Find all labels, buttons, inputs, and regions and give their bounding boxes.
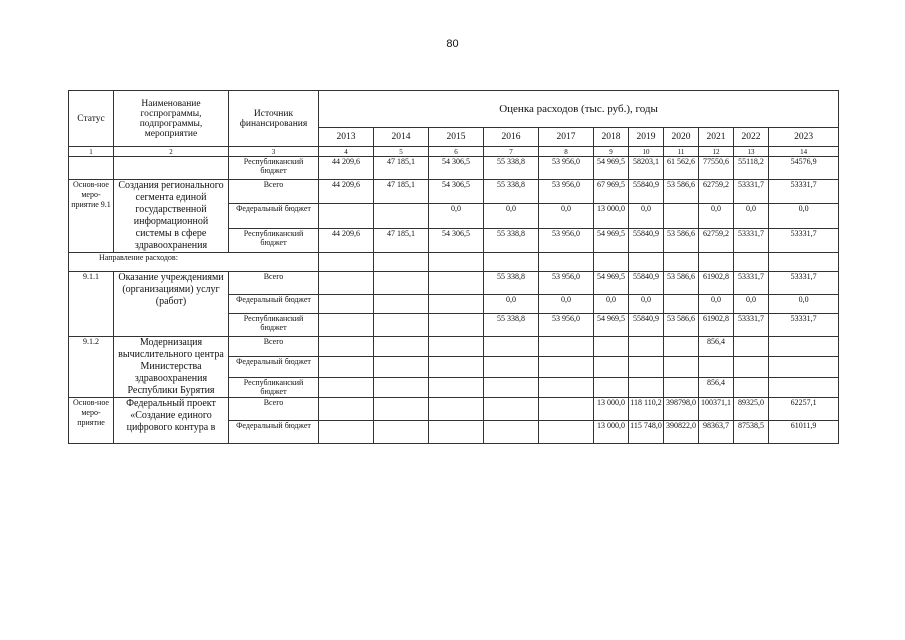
value-cell bbox=[699, 357, 734, 377]
column-number: 6 bbox=[429, 147, 484, 157]
value-cell: 53 586,6 bbox=[664, 272, 699, 295]
value-cell bbox=[484, 398, 539, 421]
value-cell: 55 338,8 bbox=[484, 180, 539, 204]
value-cell: 62257,1 bbox=[769, 398, 839, 421]
source-cell: Федеральный бюджет bbox=[229, 421, 319, 444]
header-year: 2022 bbox=[734, 128, 769, 147]
source-cell: Федеральный бюджет bbox=[229, 295, 319, 314]
source-cell: Республиканский бюджет bbox=[229, 314, 319, 337]
value-cell bbox=[319, 295, 374, 314]
value-cell: 47 185,1 bbox=[374, 180, 429, 204]
value-cell: 61 562,6 bbox=[664, 157, 699, 180]
value-cell bbox=[769, 357, 839, 377]
direction-label: Направление расходов: bbox=[69, 253, 319, 272]
value-cell bbox=[374, 337, 429, 357]
header-year: 2021 bbox=[699, 128, 734, 147]
value-cell: 53 586,6 bbox=[664, 180, 699, 204]
value-cell bbox=[594, 377, 629, 397]
source-cell: Всего bbox=[229, 272, 319, 295]
value-cell: 54 969,5 bbox=[594, 157, 629, 180]
value-cell: 53 956,0 bbox=[539, 314, 594, 337]
source-cell: Всего bbox=[229, 398, 319, 421]
column-numbers-row bbox=[69, 147, 839, 157]
value-cell: 0,0 bbox=[539, 204, 594, 228]
value-cell: 53 956,0 bbox=[539, 180, 594, 204]
source-cell: Всего bbox=[229, 180, 319, 204]
value-cell: 44 209,6 bbox=[319, 157, 374, 180]
value-cell: 53 586,6 bbox=[664, 314, 699, 337]
name-cell bbox=[114, 157, 229, 180]
value-cell: 53331,7 bbox=[769, 272, 839, 295]
value-cell: 13 000,0 bbox=[594, 204, 629, 228]
value-cell bbox=[664, 295, 699, 314]
direction-row bbox=[69, 253, 839, 272]
value-cell bbox=[319, 421, 374, 444]
value-cell: 98363,7 bbox=[699, 421, 734, 444]
value-cell bbox=[374, 253, 429, 272]
value-cell: 0,0 bbox=[484, 295, 539, 314]
value-cell bbox=[374, 421, 429, 444]
header-year: 2017 bbox=[539, 128, 594, 147]
value-cell: 55 338,8 bbox=[484, 272, 539, 295]
value-cell bbox=[734, 337, 769, 357]
column-number: 1 bbox=[69, 147, 114, 157]
column-number: 8 bbox=[539, 147, 594, 157]
value-cell bbox=[734, 377, 769, 397]
value-cell: 856,4 bbox=[699, 337, 734, 357]
value-cell: 55 338,8 bbox=[484, 314, 539, 337]
source-cell: Федеральный бюджет bbox=[229, 204, 319, 228]
value-cell: 47 185,1 bbox=[374, 228, 429, 252]
value-cell bbox=[539, 357, 594, 377]
header-status: Статус bbox=[69, 91, 114, 147]
value-cell bbox=[429, 314, 484, 337]
page-number: 80 bbox=[446, 38, 459, 50]
value-cell bbox=[429, 398, 484, 421]
value-cell bbox=[319, 314, 374, 337]
header-year: 2019 bbox=[629, 128, 664, 147]
value-cell: 54 969,5 bbox=[594, 228, 629, 252]
value-cell: 390822,0 bbox=[664, 421, 699, 444]
value-cell bbox=[629, 357, 664, 377]
value-cell: 53331,7 bbox=[734, 314, 769, 337]
value-cell bbox=[429, 421, 484, 444]
value-cell bbox=[319, 357, 374, 377]
header-estimate: Оценка расходов (тыс. руб.), годы bbox=[319, 91, 839, 128]
value-cell: 54 306,5 bbox=[429, 228, 484, 252]
value-cell bbox=[374, 398, 429, 421]
value-cell bbox=[429, 295, 484, 314]
value-cell bbox=[374, 204, 429, 228]
value-cell bbox=[319, 272, 374, 295]
value-cell: 77550,6 bbox=[699, 157, 734, 180]
value-cell: 0,0 bbox=[484, 204, 539, 228]
column-number: 5 bbox=[374, 147, 429, 157]
value-cell: 44 209,6 bbox=[319, 180, 374, 204]
value-cell bbox=[374, 295, 429, 314]
value-cell: 53 956,0 bbox=[539, 157, 594, 180]
value-cell bbox=[319, 253, 374, 272]
value-cell bbox=[769, 253, 839, 272]
value-cell: 0,0 bbox=[769, 295, 839, 314]
value-cell bbox=[594, 337, 629, 357]
value-cell bbox=[429, 253, 484, 272]
value-cell bbox=[374, 377, 429, 397]
column-number: 12 bbox=[699, 147, 734, 157]
value-cell: 53331,7 bbox=[769, 180, 839, 204]
value-cell: 398798,0 bbox=[664, 398, 699, 421]
header-source: Источник финансирования bbox=[229, 91, 319, 147]
header-row bbox=[69, 91, 839, 128]
value-cell bbox=[319, 204, 374, 228]
table-row bbox=[69, 157, 839, 180]
column-number: 4 bbox=[319, 147, 374, 157]
source-cell: Федеральный бюджет bbox=[229, 357, 319, 377]
header-year: 2015 bbox=[429, 128, 484, 147]
value-cell: 87538,5 bbox=[734, 421, 769, 444]
status-cell: Основ-ное меро-приятие 9.1 bbox=[69, 180, 114, 253]
value-cell: 58203,1 bbox=[629, 157, 664, 180]
value-cell: 53 956,0 bbox=[539, 228, 594, 252]
value-cell bbox=[539, 253, 594, 272]
name-cell: Федеральный проект «Создание единого цифрового контура в bbox=[114, 398, 229, 444]
value-cell: 53331,7 bbox=[734, 228, 769, 252]
value-cell bbox=[539, 377, 594, 397]
name-cell: Модернизация вычислительного центра Министерства здравоохранения Республики Бурятия bbox=[114, 337, 229, 398]
budget-table bbox=[68, 90, 839, 444]
value-cell: 54576,9 bbox=[769, 157, 839, 180]
value-cell: 0,0 bbox=[699, 295, 734, 314]
column-number: 14 bbox=[769, 147, 839, 157]
value-cell bbox=[734, 357, 769, 377]
value-cell: 55 338,8 bbox=[484, 228, 539, 252]
value-cell: 54 969,5 bbox=[594, 272, 629, 295]
value-cell: 115 748,0 bbox=[629, 421, 664, 444]
value-cell: 61902,8 bbox=[699, 314, 734, 337]
value-cell bbox=[319, 337, 374, 357]
value-cell: 0,0 bbox=[629, 204, 664, 228]
value-cell: 44 209,6 bbox=[319, 228, 374, 252]
value-cell bbox=[484, 253, 539, 272]
value-cell: 55 338,8 bbox=[484, 157, 539, 180]
value-cell bbox=[664, 253, 699, 272]
table-row bbox=[69, 180, 839, 204]
value-cell bbox=[319, 377, 374, 397]
value-cell bbox=[629, 377, 664, 397]
value-cell: 53331,7 bbox=[734, 180, 769, 204]
value-cell: 0,0 bbox=[734, 204, 769, 228]
value-cell: 0,0 bbox=[629, 295, 664, 314]
value-cell: 53331,7 bbox=[769, 228, 839, 252]
value-cell: 54 969,5 bbox=[594, 314, 629, 337]
value-cell bbox=[629, 253, 664, 272]
value-cell bbox=[629, 337, 664, 357]
value-cell: 62759,2 bbox=[699, 180, 734, 204]
header-name: Наименование госпрограммы, подпрограммы, мероприятие bbox=[114, 91, 229, 147]
value-cell bbox=[594, 357, 629, 377]
status-cell: 9.1.1 bbox=[69, 272, 114, 337]
value-cell: 54 306,5 bbox=[429, 180, 484, 204]
column-number: 7 bbox=[484, 147, 539, 157]
value-cell bbox=[699, 253, 734, 272]
value-cell bbox=[319, 398, 374, 421]
value-cell: 53 586,6 bbox=[664, 228, 699, 252]
value-cell: 13 000,0 bbox=[594, 421, 629, 444]
value-cell: 53331,7 bbox=[734, 272, 769, 295]
name-cell: Создания регионального сегмента единой государственной информационной системы в сфере здравоохранения bbox=[114, 180, 229, 253]
value-cell: 0,0 bbox=[429, 204, 484, 228]
value-cell bbox=[484, 357, 539, 377]
header-year: 2014 bbox=[374, 128, 429, 147]
column-number: 11 bbox=[664, 147, 699, 157]
column-number: 2 bbox=[114, 147, 229, 157]
name-cell: Оказание учреждениями (организациями) услуг (работ) bbox=[114, 272, 229, 337]
header-year: 2023 bbox=[769, 128, 839, 147]
value-cell bbox=[429, 272, 484, 295]
value-cell bbox=[664, 377, 699, 397]
value-cell bbox=[664, 357, 699, 377]
value-cell: 55840,9 bbox=[629, 272, 664, 295]
value-cell: 53331,7 bbox=[769, 314, 839, 337]
value-cell bbox=[429, 337, 484, 357]
value-cell: 13 000,0 bbox=[594, 398, 629, 421]
value-cell bbox=[769, 337, 839, 357]
value-cell bbox=[484, 421, 539, 444]
value-cell bbox=[429, 377, 484, 397]
column-number: 9 bbox=[594, 147, 629, 157]
source-cell: Всего bbox=[229, 337, 319, 357]
value-cell: 55840,9 bbox=[629, 228, 664, 252]
value-cell: 47 185,1 bbox=[374, 157, 429, 180]
value-cell bbox=[769, 377, 839, 397]
status-cell: Основ-ное меро-приятие bbox=[69, 398, 114, 444]
source-cell: Республиканский бюджет bbox=[229, 228, 319, 252]
column-number: 13 bbox=[734, 147, 769, 157]
value-cell: 61011,9 bbox=[769, 421, 839, 444]
value-cell: 118 110,2 bbox=[629, 398, 664, 421]
value-cell: 0,0 bbox=[769, 204, 839, 228]
value-cell bbox=[664, 337, 699, 357]
value-cell: 100371,1 bbox=[699, 398, 734, 421]
table-row bbox=[69, 337, 839, 357]
value-cell: 55118,2 bbox=[734, 157, 769, 180]
value-cell bbox=[374, 272, 429, 295]
header-year: 2018 bbox=[594, 128, 629, 147]
header-year: 2016 bbox=[484, 128, 539, 147]
value-cell bbox=[484, 377, 539, 397]
header-year: 2013 bbox=[319, 128, 374, 147]
value-cell bbox=[664, 204, 699, 228]
value-cell: 61902,8 bbox=[699, 272, 734, 295]
value-cell: 0,0 bbox=[699, 204, 734, 228]
column-number: 10 bbox=[629, 147, 664, 157]
table-row bbox=[69, 272, 839, 295]
value-cell bbox=[539, 398, 594, 421]
column-number: 3 bbox=[229, 147, 319, 157]
value-cell bbox=[429, 357, 484, 377]
value-cell: 55840,9 bbox=[629, 180, 664, 204]
value-cell: 0,0 bbox=[734, 295, 769, 314]
status-cell: 9.1.2 bbox=[69, 337, 114, 398]
value-cell bbox=[594, 253, 629, 272]
value-cell bbox=[484, 337, 539, 357]
value-cell: 67 969,5 bbox=[594, 180, 629, 204]
value-cell bbox=[374, 314, 429, 337]
value-cell: 89325,0 bbox=[734, 398, 769, 421]
status-cell bbox=[69, 157, 114, 180]
value-cell bbox=[374, 357, 429, 377]
value-cell: 0,0 bbox=[594, 295, 629, 314]
value-cell bbox=[539, 337, 594, 357]
value-cell bbox=[539, 421, 594, 444]
value-cell: 62759,2 bbox=[699, 228, 734, 252]
source-cell: Республиканский бюджет bbox=[229, 157, 319, 180]
value-cell: 0,0 bbox=[539, 295, 594, 314]
value-cell bbox=[734, 253, 769, 272]
table-row bbox=[69, 398, 839, 421]
header-year: 2020 bbox=[664, 128, 699, 147]
value-cell: 54 306,5 bbox=[429, 157, 484, 180]
value-cell: 55840,9 bbox=[629, 314, 664, 337]
value-cell: 856,4 bbox=[699, 377, 734, 397]
value-cell: 53 956,0 bbox=[539, 272, 594, 295]
source-cell: Республиканский бюджет bbox=[229, 377, 319, 397]
